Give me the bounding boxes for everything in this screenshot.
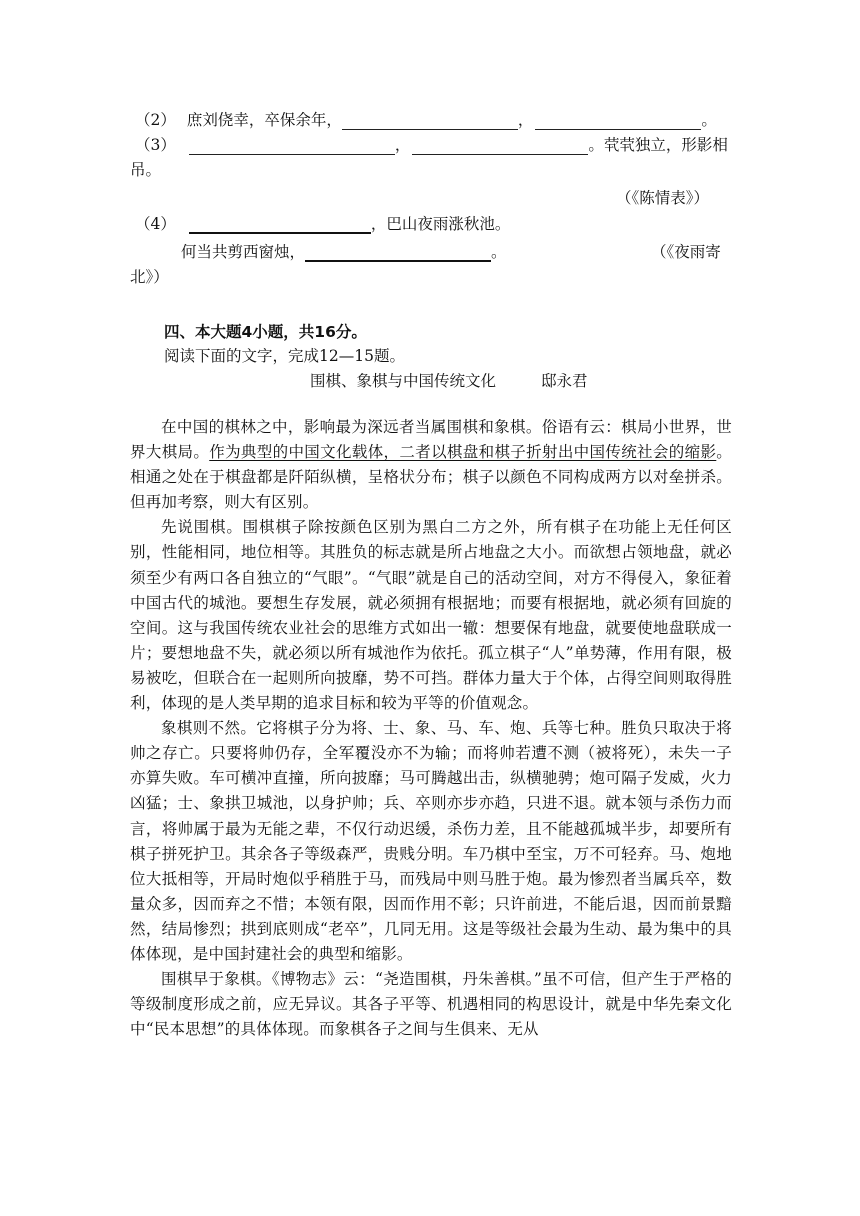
- paragraph-2: 先说围棋。围棋棋子除按颜色区别为黑白二方之外，所有棋子在功能上无任何区别，性能相同，地位相等。其胜负的标志就是所占地盘之大小。而欲想占领地盘，就必须至少有两口各自独立的“气眼”。“气眼”就是自己的活动空间，对方不得侵入，象征着中国古代的城池。要想生存发展，就必须拥有根据地；而要有根据地，就必须有回旋的空间。这与我国传统农业社会的思维方式如出一辙：想要保有地盘，就要使地盘联成一片；要想地盘不失，就必须以所有城池作为依托。孤立棋子“人”单势薄，作用有限，极易被吃，但联合在一起则所向披靡，势不可挡。群体力量大于个体，占得空间则取得胜利，体现的是人类早期的追求目标和较为平等的价值观念。: [130, 518, 732, 713]
- article-title: 围棋、象棋与中国传统文化: [310, 372, 497, 390]
- source-citation-continuation: 北》）: [130, 268, 169, 286]
- paragraph-1: 在中国的棋林之中，影响最为深远者当属围棋和象棋。俗语有云：棋局小世界，世界大棋局。作为典型的中国文化载体，二者以棋盘和棋子折射出中国传统社会的缩影。相通之处在于棋盘都是阡陌纵横，呈格状分布；棋子以颜色不同构成两方以对垒拼杀。但再加考察，则大有区别。: [130, 418, 732, 512]
- answer-blank[interactable]: [535, 111, 701, 130]
- end-mark: 。: [701, 111, 717, 129]
- source-citation: （《夜雨寄: [651, 243, 721, 261]
- question-3: [135, 133, 728, 155]
- answer-blank[interactable]: [342, 111, 518, 130]
- separator: ，: [394, 136, 411, 154]
- question-text: 。茕茕独立，形影相: [588, 136, 728, 154]
- answer-blank[interactable]: [412, 136, 588, 155]
- paragraph-3: 象棋则不然。它将棋子分为将、士、象、马、车、炮、兵等七种。胜负只取决于将帅之存亡。只要将帅仍存，全军覆没亦不为输；而将帅若遭不测（被将死），未失一子亦算失败。车可横冲直撞，所向披靡；马可腾越出击，纵横驰骋；炮可隔子发威，火力凶猛；士、象拱卫城池，以身护帅；兵、卒则亦步亦趋，只进不退。就本领与杀伤力而言，将帅属于最为无能之辈，不仅行动迟缓，杀伤力差，且不能越孤城半步，却要所有棋子拼死护卫。其余各子等级森严，贵贱分明。车乃棋中至宝，万不可轻弃。马、炮地位大抵相等，开局时炮似乎稍胜于马，而残局中则马胜于炮。最为惨烈者当属兵卒，数量众多，因而弃之不惜；本领有限，因而作用不彰；只许前进，不能后退，因而前景黯然，结局惨烈；拱到底则成“老卒”，几同无用。这是等级社会最为生动、最为集中的具体体现，是中国封建社会的典型和缩影。: [130, 719, 732, 963]
- question-3-continuation: 吊。: [130, 161, 162, 179]
- question-4: [135, 212, 510, 234]
- source-citation: （《陈情表》）: [616, 189, 710, 207]
- paragraph-4: 围棋早于象棋。《博物志》云：“尧造围棋，丹朱善棋。”虽不可信，但产生于严格的等级制度形成之前，应无异议。其各子平等、机遇相同的构思设计，就是中华先秦文化中“民本思想”的具体体现。而象棋各子之间与生俱来、无从: [130, 970, 732, 1039]
- question-4-line2: 何当共剪西窗烛， 。: [181, 243, 507, 261]
- article-body: [130, 415, 732, 1042]
- question-number: （3）: [135, 136, 176, 154]
- answer-blank[interactable]: [305, 242, 491, 262]
- separator: ，: [517, 111, 534, 129]
- question-text: ，巴山夜雨涨秋池。: [370, 215, 511, 233]
- article-author: 邸永君: [541, 372, 588, 390]
- question-text: 庶刘侥幸，卒保余年，: [186, 111, 342, 129]
- section-title: 四、本大题4小题，共16分。: [164, 323, 367, 341]
- answer-blank[interactable]: [189, 136, 395, 155]
- question-number: （4）: [135, 215, 176, 233]
- section-instruction: 阅读下面的文字，完成12—15题。: [164, 347, 405, 365]
- underlined-sentence: 作为典型的中国文化载体，二者以棋盘和棋子折射出中国传统社会的缩影: [209, 443, 717, 462]
- question-number: （2）: [135, 111, 176, 129]
- answer-blank[interactable]: [189, 214, 371, 234]
- question-2: [135, 108, 717, 130]
